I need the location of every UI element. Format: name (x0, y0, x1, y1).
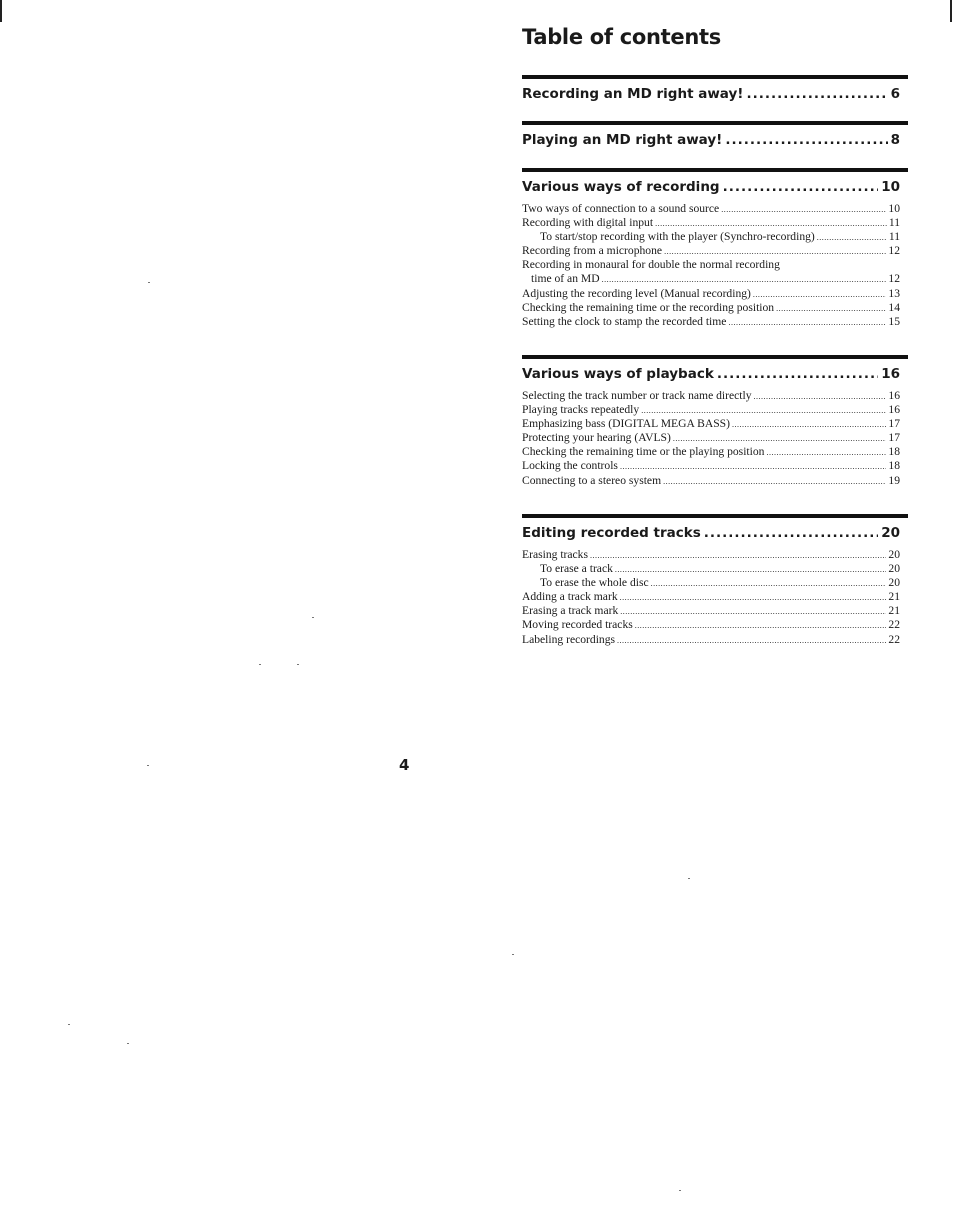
toc-entry[interactable] (522, 431, 900, 445)
entry-title: Checking the remaining time or the playing position (522, 445, 765, 459)
toc-entry[interactable] (522, 417, 900, 431)
scan-speck (68, 1024, 70, 1025)
toc-entry[interactable] (522, 445, 900, 459)
leader-dots (723, 176, 879, 198)
toc-entry[interactable] (522, 548, 900, 562)
entry-page: 19 (888, 473, 900, 487)
scan-speck (148, 282, 150, 283)
toc-subentry[interactable] (522, 576, 900, 590)
toc-entry-continuation[interactable] (522, 272, 900, 286)
toc-entry[interactable] (522, 216, 900, 230)
entry-page: 10 (888, 202, 900, 215)
page-number: 4 (399, 756, 410, 774)
section-page: 16 (881, 366, 900, 382)
leader-dots (817, 231, 887, 245)
toc-entry[interactable] (522, 315, 900, 329)
toc-entry[interactable] (522, 459, 900, 473)
section-title: Various ways of playback (522, 366, 714, 382)
scan-speck (512, 954, 514, 955)
leader-dots (617, 634, 886, 648)
entry-page: 22 (888, 618, 900, 632)
entry-page: 12 (888, 272, 900, 286)
toc-entry[interactable] (522, 202, 900, 216)
entry-page: 12 (888, 244, 900, 258)
section-rule (522, 121, 908, 125)
leader-dots (746, 83, 887, 105)
section-title: Recording an MD right away! (522, 86, 744, 102)
entry-page: 13 (888, 286, 900, 300)
toc-entry[interactable] (522, 258, 900, 272)
scan-speck (259, 664, 261, 665)
entry-title: Playing tracks repeatedly (522, 403, 640, 417)
section-title: Playing an MD right away! (522, 132, 723, 148)
entry-page: 17 (888, 431, 900, 445)
entry-title: Adding a track mark (522, 590, 618, 604)
entry-title: Emphasizing bass (DIGITAL MEGA BASS) (522, 417, 730, 431)
toc-entry[interactable] (522, 618, 900, 632)
entry-title: Recording in monaural for double the normal recording (522, 258, 780, 272)
toc-entry[interactable] (522, 633, 900, 647)
section-heading[interactable] (522, 522, 908, 544)
entry-title: Recording with digital input (522, 216, 654, 230)
leader-dots (651, 577, 887, 591)
toc-subentry[interactable] (522, 562, 900, 576)
toc-entry[interactable] (522, 590, 900, 604)
entry-page: 20 (888, 548, 900, 561)
leader-dots (753, 288, 887, 302)
entry-title: Checking the remaining time or the recording position (522, 300, 775, 314)
toc-entry[interactable] (522, 389, 900, 403)
leader-dots (641, 404, 886, 418)
scan-speck (127, 1043, 129, 1044)
section-heading[interactable] (522, 129, 908, 151)
leader-dots (663, 475, 886, 489)
entry-title: To erase the whole disc (540, 576, 649, 590)
section-title: Various ways of recording (522, 179, 720, 195)
toc-section (522, 514, 908, 647)
entry-page: 20 (888, 562, 900, 576)
leader-dots (721, 203, 886, 217)
entry-title: Setting the clock to stamp the recorded time (522, 314, 727, 328)
toc-entry[interactable] (522, 287, 900, 301)
entry-title: Moving recorded tracks (522, 618, 633, 632)
entry-title: Recording from a microphone (522, 244, 663, 258)
section-heading[interactable] (522, 176, 908, 198)
leader-dots (620, 605, 886, 619)
entry-title: Adjusting the recording level (Manual recording) (522, 286, 751, 300)
entry-list (522, 389, 908, 488)
section-page: 6 (890, 86, 900, 102)
section-title: Editing recorded tracks (522, 525, 701, 541)
leader-dots (673, 432, 887, 446)
scan-edge-mark (0, 0, 2, 22)
section-rule (522, 355, 908, 359)
entry-title: Two ways of connection to a sound source (522, 202, 720, 215)
page-title: Table of contents (522, 25, 721, 49)
toc-section (522, 75, 908, 105)
entry-title: Erasing tracks (522, 548, 588, 561)
toc-entry[interactable] (522, 301, 900, 315)
entry-page: 17 (888, 417, 900, 431)
leader-dots (754, 390, 887, 404)
entry-title: To erase a track (540, 562, 613, 576)
scan-speck (297, 664, 299, 665)
entry-title: Protecting your hearing (AVLS) (522, 431, 671, 445)
scan-speck (688, 878, 690, 879)
leader-dots (776, 302, 886, 316)
entry-list (522, 202, 908, 329)
toc-subentry[interactable] (522, 230, 900, 244)
section-page: 20 (881, 525, 900, 541)
entry-title: Locking the controls (522, 459, 618, 473)
leader-dots (635, 619, 887, 633)
entry-page: 22 (888, 632, 900, 646)
entry-title: time of an MD (531, 272, 600, 286)
scan-speck (679, 1190, 681, 1191)
section-page: 8 (890, 132, 900, 148)
leader-dots (704, 522, 878, 544)
entry-page: 21 (888, 604, 900, 618)
toc-entry[interactable] (522, 403, 900, 417)
toc-entry[interactable] (522, 604, 900, 618)
scan-speck (312, 617, 314, 618)
leader-dots (620, 460, 886, 474)
toc-section (522, 121, 908, 151)
entry-list (522, 548, 908, 647)
leader-dots (717, 363, 878, 385)
scan-edge-mark (950, 0, 952, 22)
entry-page: 20 (888, 576, 900, 590)
entry-page: 18 (888, 445, 900, 459)
toc-section (522, 168, 908, 329)
entry-title: Labeling recordings (522, 632, 616, 646)
entry-page: 11 (888, 216, 900, 230)
table-of-contents (522, 22, 908, 646)
entry-page: 15 (888, 314, 900, 328)
leader-dots (590, 549, 886, 563)
entry-page: 16 (888, 389, 900, 402)
section-page: 10 (881, 179, 900, 195)
leader-dots (766, 446, 886, 460)
scan-speck (147, 765, 149, 766)
entry-page: 16 (888, 403, 900, 417)
section-heading[interactable] (522, 83, 908, 105)
section-rule (522, 514, 908, 518)
section-rule (522, 75, 908, 79)
entry-title: Selecting the track number or track name directly (522, 389, 752, 402)
entry-title: To start/stop recording with the player (Synchro-recording) (540, 230, 815, 244)
entry-page: 11 (888, 230, 900, 244)
leader-dots (664, 245, 886, 259)
leader-dots (732, 418, 886, 432)
section-rule (522, 168, 908, 172)
section-heading[interactable] (522, 363, 908, 385)
entry-page: 14 (888, 300, 900, 314)
entry-title: Connecting to a stereo system (522, 473, 662, 487)
entry-page: 18 (888, 459, 900, 473)
toc-entry[interactable] (522, 244, 900, 258)
leader-dots (655, 217, 887, 231)
toc-section (522, 355, 908, 488)
leader-dots (615, 563, 887, 577)
leader-dots (620, 591, 887, 605)
leader-dots (725, 129, 887, 151)
toc-entry[interactable] (522, 474, 900, 488)
entry-title: Erasing a track mark (522, 604, 619, 618)
entry-page: 21 (888, 590, 900, 604)
leader-dots (602, 273, 887, 287)
leader-dots (728, 316, 886, 330)
